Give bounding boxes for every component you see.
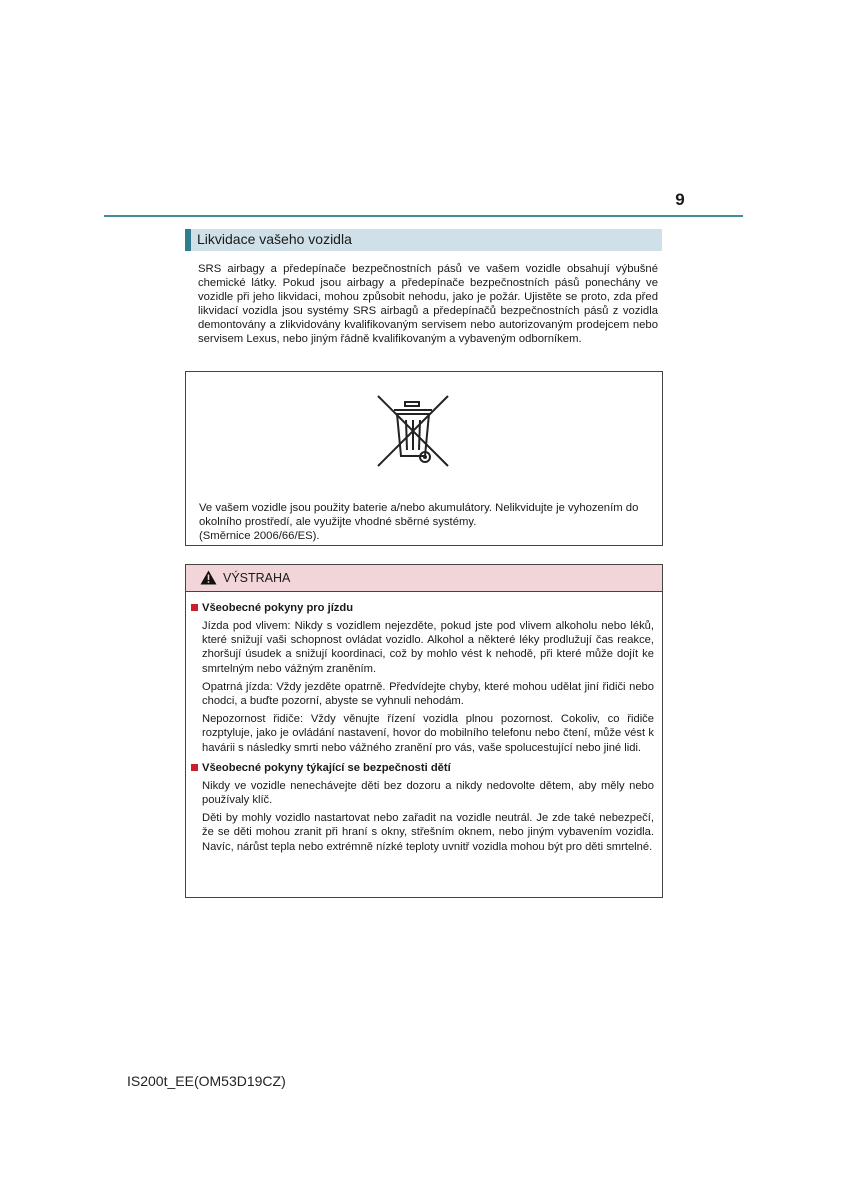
page-number: 9 [675, 190, 685, 209]
warning-paragraph: Nikdy ve vozidle nenechávejte děti bez dozoru a nikdy nedovolte dětem, aby měly nebo používaly klíč. [202, 779, 654, 807]
warning-paragraph: Nepozornost řidiče: Vždy věnujte řízení vozidla plnou pozornost. Cokoliv, co řidiče rozptyluje, jako je ovládání nastavení, hovor do mobilního telefonu nebo čtení, může vést k havárii s následky smrti nebo vážného zranění pro vás, vaše spolucestující nebo jiné lidi. [202, 713, 654, 754]
intro-paragraph: SRS airbagy a předepínače bezpečnostních pásů ve vašem vozidle obsahují výbušné chemické látky. Pokud jsou airbagy a předepínače bezpečnostních pásů ponechány ve vozidle při jeho likvidaci, mohou způsobit nehodu, jako je požár. Ujistěte se proto, zda před likvidací vozidla jsou systémy SRS airbagů a předepínačů bezpečnostních pásů z vozidla demontovány a zlikvidovány kvalifikovaným servisem nebo autorizovaným prodejcem nebo servisem Lexus, nebo jiným řádně kvalifikovaným a vybaveným odborníkem. [198, 263, 658, 346]
section-title: Likvidace vašeho vozidla [197, 231, 352, 247]
bullet-square-icon [191, 764, 198, 771]
bullet-square-icon [191, 604, 198, 611]
section-heading [185, 229, 662, 251]
warning-box [185, 564, 663, 898]
recycling-text-main: Ve vašem vozidle jsou použity baterie a/nebo akumulátory. Nelikvidujte je vyhozením do okolního prostředí, ale využijte vhodné sběrné systémy. [199, 502, 639, 528]
subheading-text: Všeobecné pokyny týkající se bezpečnosti dětí [202, 761, 451, 774]
warning-body [190, 601, 654, 858]
recycling-text [199, 501, 644, 543]
subheading-text: Všeobecné pokyny pro jízdu [202, 602, 354, 614]
warning-title: VÝSTRAHA [223, 571, 291, 585]
warning-triangle-icon [200, 570, 217, 585]
warning-paragraph: Děti by mohly vozidlo nastartovat nebo zařadit na vozidle neutrál. Je zde také nebezpečí, že se děti mohou zranit při hraní s okny, střešním oknem, nebo jiným vybavením vozidla. Navíc, nárůst tepla nebo extrémně nízké teploty uvnitř vozidla mohou být pro děti smrtelné. [202, 812, 654, 853]
document-code: IS200t_EE(OM53D19CZ) [127, 1073, 286, 1089]
recycling-directive: (Směrnice 2006/66/ES). [199, 530, 320, 542]
header-rule [104, 215, 743, 217]
crossed-out-wheelie-bin-icon [376, 394, 450, 468]
warning-subheading-driving [190, 601, 654, 615]
warning-paragraph: Jízda pod vlivem: Nikdy s vozidlem nejezděte, pokud jste pod vlivem alkoholu nebo léků, které snižují vaši schopnost ovládat vozidlo. Alkohol a některé léky prodlužují čas reakce, zhoršují úsudek a snižují koordinaci, což by mohlo vést k nehodě, při které může dojít ke smrtelným nebo vážným zraněním. [202, 620, 654, 675]
warning-paragraph: Opatrná jízda: Vždy jezděte opatrně. Předvídejte chyby, které mohou udělat jiní řidiči nebo chodci, a buďte pozorní, abyste se vyhnuli nehodám. [202, 680, 654, 708]
warning-subheading-children [190, 761, 654, 775]
warning-header [186, 565, 662, 592]
recycling-notice-box [185, 371, 663, 546]
